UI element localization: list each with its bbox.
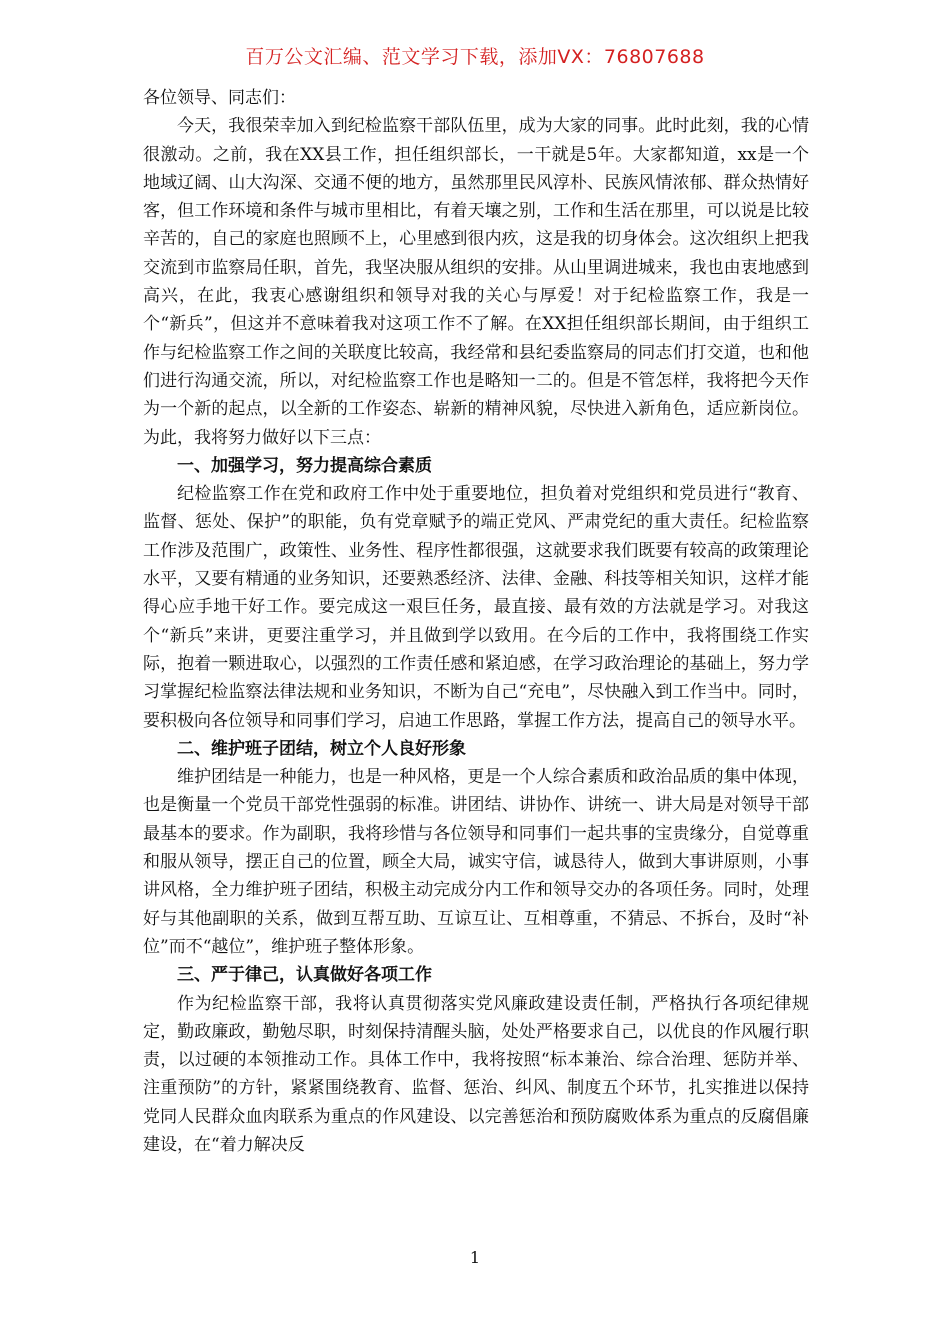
salutation: 各位领导、同志们： [143, 88, 296, 108]
paragraph-section-1: 纪检监察工作在党和政府工作中处于重要地位，担负着对党组织和党员进行“教育、监督、惩处、保护”的职能，负有党章赋予的端正党风、严肃党纪的重大责任。纪检监察工作涉及范围广，政策性、业务性、程序性都很强，这就要求我们既要有较高的政策理论水平，又要有精通的业务知识，还要熟悉经济、法律、金融、科技等相关知识，这样才能得心应手地干好工作。要完成这一艰巨任务，最直接、最有效的方法就是学习。对我这个“新兵”来讲，更要注重学习，并且做到学以致用。在今后的工作中，我将围绕工作实际，抱着一颗进取心，以强烈的工作责任感和紧迫感，在学习政治理论的基础上，努力学习掌握纪检监察法律法规和业务知识，不断为自己“充电”，尽快融入到工作当中。同时，要积极向各位领导和同事们学习，启迪工作思路，掌握工作方法，提高自己的领导水平。 [143, 484, 809, 731]
page-number: 1 [469, 1248, 481, 1267]
section-heading-3: 三、严于律己，认真做好各项工作 [177, 965, 432, 986]
paragraph-section-3: 作为纪检监察干部，我将认真贯彻落实党风廉政建设责任制，严格执行各项纪律规定，勤政廉政，勤勉尽职，时刻保持清醒头脑，处处严格要求自己，以优良的作风履行职责，以过硬的本领推动工作。具体工作中，我将按照“标本兼治、综合治理、惩防并举、注重预防”的方针，紧紧围绕教育、监督、惩治、纠风、制度五个环节，扎实推进以保持党同人民群众血肉联系为重点的作风建设、以完善惩治和预防腐败体系为重点的反腐倡廉建设，在“着力解决反 [143, 993, 809, 1155]
watermark-banner: 百万公文汇编、范文学习下载，添加VX：76807688 [245, 46, 705, 68]
paragraph-intro: 今天，我很荣幸加入到纪检监察干部队伍里，成为大家的同事。此时此刻，我的心情很激动。之前，我在XX县工作，担任组织部长，一干就是5年。大家都知道，xx是一个地域辽阔、山大沟深、交通不便的地方，虽然那里民风淳朴、民族风情浓郁、群众热情好客，但工作环境和条件与城市里相比，有着天壤之别，工作和生活在那里，可以说是比较辛苦的，自己的家庭也照顾不上，心里感到很内疚，这是我的切身体会。这次组织上把我交流到市监察局任职，首先，我坚决服从组织的安排。从山里调进城来，我也由衷地感到高兴，在此，我衷心感谢组织和领导对我的关心与厚爱！对于纪检监察工作，我是一个“新兵”，但这并不意味着我对这项工作不了解。在XX担任组织部长期间，由于组织工作与纪检监察工作之间的关联度比较高，我经常和县纪委监察局的同志们打交道，也和他们进行沟通交流，所以，对纪检监察工作也是略知一二的。但是不管怎样，我将把今天作为一个新的起点，以全新的工作姿态、崭新的精神风貌，尽快进入新角色，适应新岗位。为此，我将努力做好以下三点： [143, 116, 809, 448]
document-body [143, 84, 809, 1159]
section-heading-2: 二、维护班子团结，树立个人良好形象 [177, 738, 466, 759]
paragraph-section-2: 维护团结是一种能力，也是一种风格，更是一个人综合素质和政治品质的集中体现，也是衡量一个党员干部党性强弱的标准。讲团结、讲协作、讲统一、讲大局是对领导干部最基本的要求。作为副职，我将珍惜与各位领导和同事们一起共事的宝贵缘分，自觉尊重和服从领导，摆正自己的位置，顾全大局，诚实守信，诚恳待人，做到大事讲原则，小事讲风格，全力维护班子团结，积极主动完成分内工作和领导交办的各项任务。同时，处理好与其他副职的关系，做到互帮互助、互谅互让、互相尊重，不猜忌、不拆台，及时“补位”而不“越位”，维护班子整体形象。 [143, 767, 809, 957]
section-heading-1: 一、加强学习，努力提高综合素质 [177, 455, 432, 476]
